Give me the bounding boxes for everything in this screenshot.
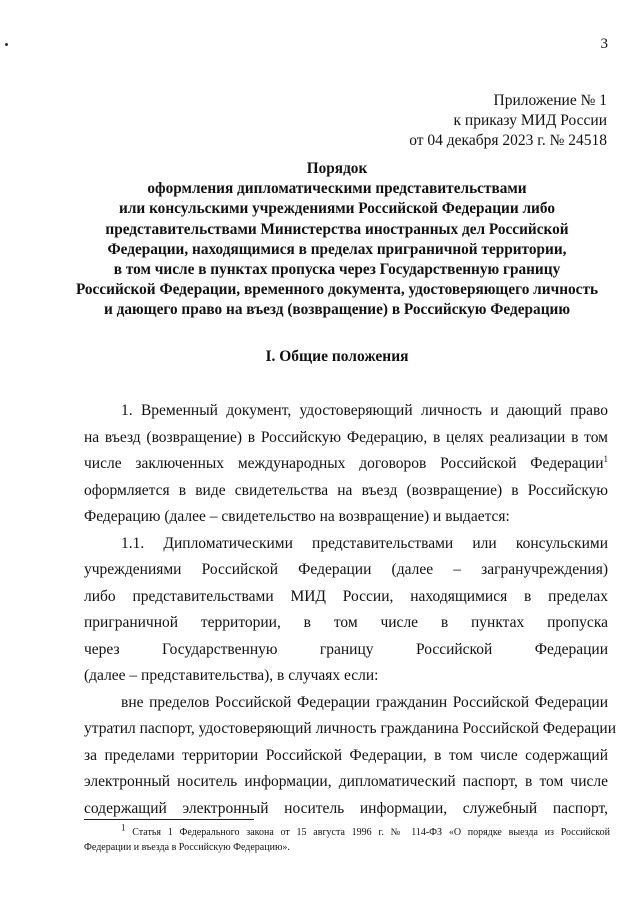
paragraph-line: электронный носитель информации, дипломатический паспорт, в том числе — [84, 773, 608, 790]
footnote-ref: 1 — [603, 453, 608, 464]
scan-speck — [5, 43, 8, 46]
footnote — [84, 822, 611, 855]
footnote-line — [84, 822, 611, 840]
paragraph-line: либо представительствами МИД России, находящимися в пределах — [84, 587, 608, 605]
title-line: и дающего право на въезд (возвращение) в Российскую Федерацию — [103, 301, 571, 319]
paragraph-line: (далее – представительства), в случаях если: — [84, 667, 379, 684]
paragraph-line: утратил паспорт, удостоверяющий личность гражданина Российской Федерации — [84, 720, 617, 737]
document-title — [70, 159, 604, 321]
title-line: или консульскими учреждениями Российской Федерации либо — [119, 200, 555, 218]
paragraph-line: через Государственную границу Российской Федерации — [84, 640, 608, 658]
title-line: в том числе в пунктах пропуска через Государственную границу — [113, 261, 561, 279]
title-line: Порядок — [306, 160, 368, 177]
paragraph-line-text: числе заключенных международных договоров Российской Федерации — [84, 455, 604, 472]
footnote-text: Статья 1 Федерального закона от 15 августа 1996 г. № 114-ФЗ «О порядке выезда из Российской — [132, 827, 611, 838]
paragraph-line: приграничной территории, в том числе в пунктах пропуска — [84, 614, 608, 631]
appendix-line: от 04 декабря 2023 г. № 24518 — [409, 132, 607, 149]
title-line: Российской Федерации, временного документа, удостоверяющего личность — [75, 281, 599, 299]
paragraph-line: за пределами территории Российской Федерации, в том числе содержащий — [84, 746, 608, 764]
page-number: 3 — [600, 36, 608, 52]
paragraph-line: вне пределов Российской Федерации гражданин Российской Федерации — [121, 693, 608, 711]
paragraph-line: Федерацию (далее – свидетельство на возвращение) и выдается: — [84, 508, 510, 525]
footnote-line: Федерации и въезда в Российскую Федерацию». — [84, 842, 290, 853]
paragraph-line: 1. Временный документ, удостоверяющий личность и дающий право — [121, 402, 608, 419]
title-line: представительствами Министерства иностранных дел Российской — [105, 220, 569, 238]
title-line: оформления дипломатическими представительствами — [147, 180, 527, 198]
appendix-line: к приказу МИД России — [453, 112, 607, 129]
body-text — [84, 398, 617, 822]
paragraph-line: оформляется в виде свидетельства на въезд (возвращение) в Российскую — [84, 481, 608, 499]
title-line: Федерации, находящимися в пределах приграничной территории, — [107, 240, 567, 258]
paragraph-line: содержащий электронный носитель информации, служебный паспорт, — [84, 799, 608, 817]
paragraph-line: 1.1. Дипломатическими представительствами или консульскими — [121, 534, 608, 552]
footnote-divider — [84, 819, 254, 820]
paragraph-line: на въезд (возвращение) в Российскую Федерацию, в целях реализации в том — [84, 428, 608, 446]
appendix-line: Приложение № 1 — [493, 92, 607, 109]
paragraph-line — [84, 451, 608, 478]
section-heading: I. Общие положения — [265, 348, 409, 365]
appendix-reference — [409, 91, 607, 151]
footnote-marker: 1 — [121, 822, 126, 833]
paragraph-line: учреждениями Российской Федерации (далее – загранучреждения) — [84, 561, 608, 578]
